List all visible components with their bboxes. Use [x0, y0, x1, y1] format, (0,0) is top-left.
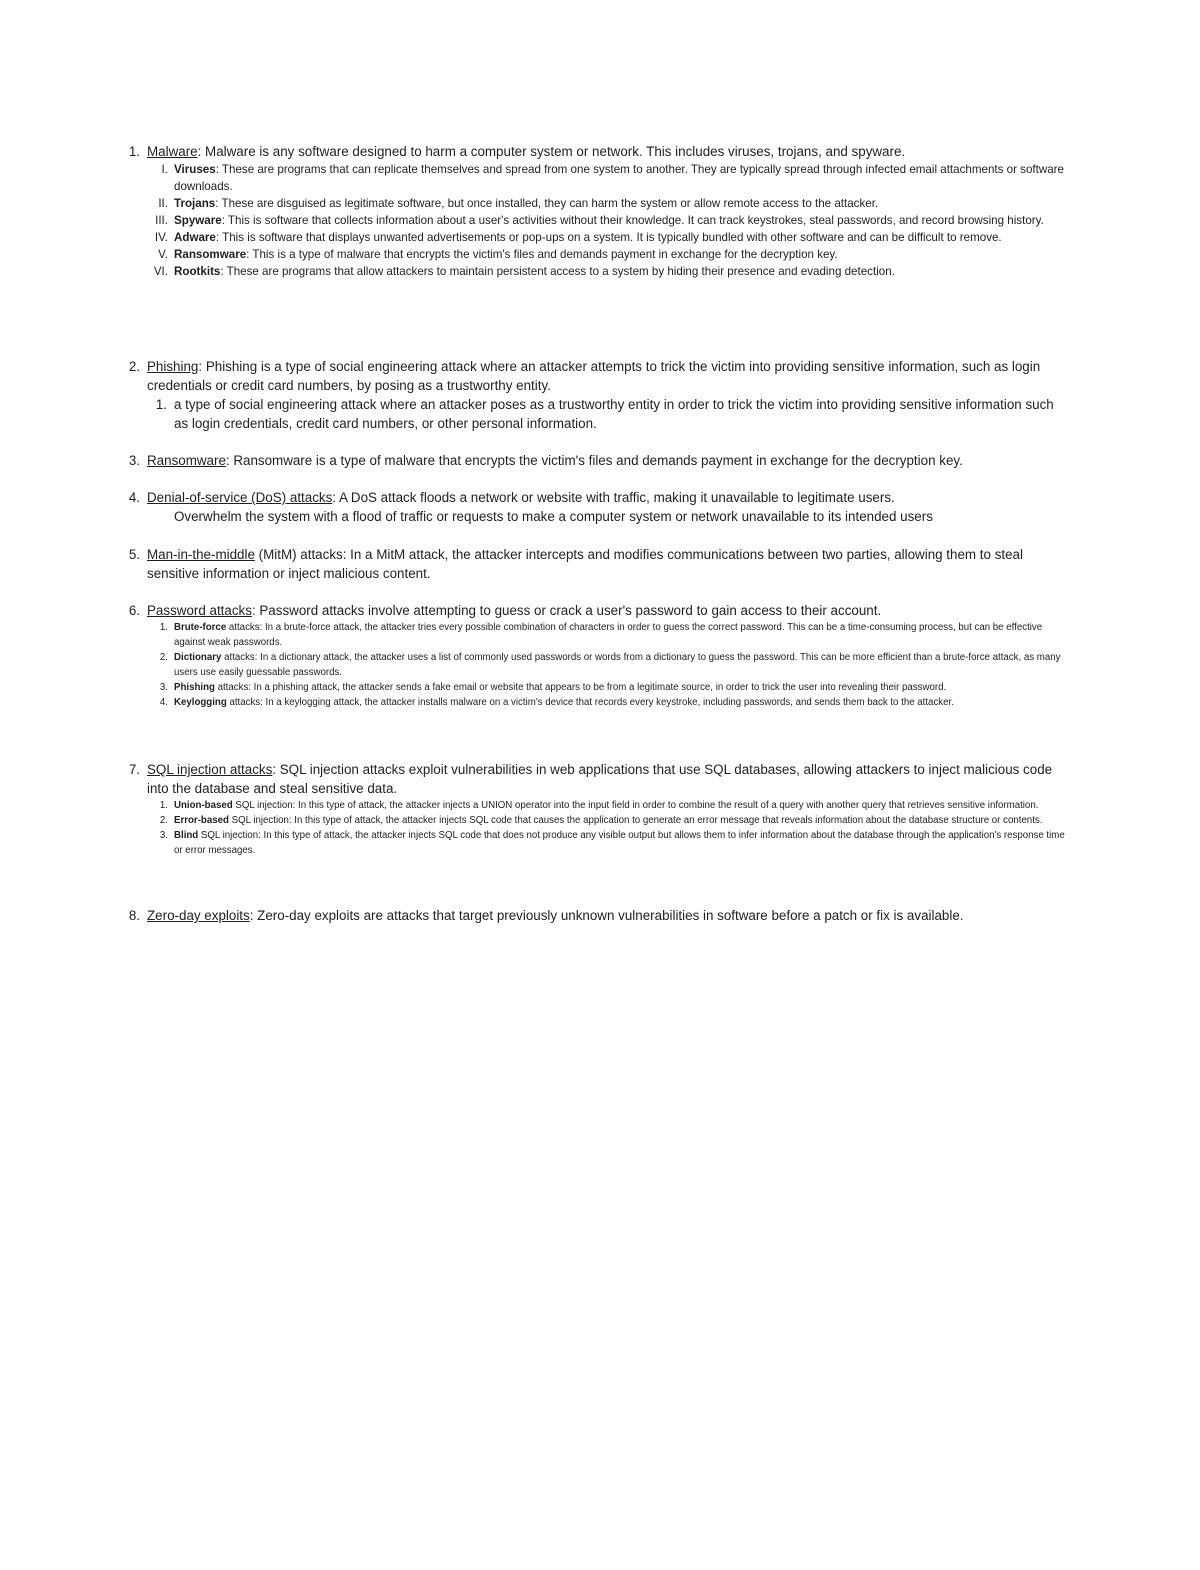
sub-item-number: VI. — [153, 265, 168, 278]
sub-item-number: I. — [161, 163, 168, 176]
item-heading — [120, 760, 1070, 798]
sub-item-text: : This is software that displays unwanted advertisements or pop-ups on a system. It is typically bundled with other software and can be difficult to remove. — [215, 231, 1002, 244]
sub-item-text: : These are disguised as legitimate software, but once installed, they can harm the system or allow remote access to the attacker. — [215, 197, 879, 210]
item-term: Man-in-the-middle — [147, 547, 255, 562]
sub-item-union-based — [120, 798, 1070, 813]
list-item-phishing — [120, 357, 1070, 433]
sub-item-term: Viruses — [174, 163, 216, 176]
sub-item-term: Rootkits — [174, 265, 221, 278]
sub-item-adware — [120, 229, 1070, 246]
list-item-ransomware — [120, 451, 1070, 470]
item-text: (MitM) attacks: In a MitM attack, the attacker intercepts and modifies communications between two parties, allowing them to steal sensitive information or inject malicious content. — [147, 547, 1023, 581]
item-text: : Malware is any software designed to harm a computer system or network. This includes viruses, trojans, and spyware. — [197, 144, 906, 159]
sub-item-text: : These are programs that allow attackers to maintain persistent access to a system by hiding their presence and evading detection. — [220, 265, 895, 278]
sub-item-term: Brute-force — [174, 622, 227, 633]
sub-item-term: Spyware — [174, 214, 222, 227]
item-number: 4. — [128, 490, 140, 505]
sub-item-text: SQL injection: In this type of attack, the attacker injects SQL code that causes the application to generate an error message that reveals information about the database structure or contents. — [228, 815, 1043, 826]
item-text: : Password attacks involve attempting to guess or crack a user's password to gain access to their account. — [251, 603, 882, 618]
sub-item-term: Trojans — [174, 197, 216, 210]
item-heading — [120, 451, 1070, 470]
sub-item-rootkits — [120, 263, 1070, 280]
sub-item-number: V. — [158, 248, 168, 261]
sub-item-number: 3. — [159, 682, 168, 693]
sub-item-text: : This is software that collects information about a user's activities without their knowledge. It can track keystrokes, steal passwords, and record browsing history. — [221, 214, 1044, 227]
item-heading — [120, 357, 1070, 395]
sub-item-text: attacks: In a brute-force attack, the attacker tries every possible combination of characters in order to guess the correct password. This can be a time-consuming process, but can be effective against weak passwords. — [174, 622, 1043, 648]
sub-item-number: 4. — [159, 697, 168, 708]
sub-item-number: II. — [158, 197, 168, 210]
item-number: 3. — [128, 453, 140, 468]
item-term: Phishing — [147, 359, 199, 374]
sub-item-text: SQL injection: In this type of attack, the attacker injects SQL code that does not produce any visible output but allows them to infer information about the database through the application's response time or error messages. — [174, 830, 1065, 856]
sub-item-term: Ransomware — [174, 248, 247, 261]
sub-item-spyware — [120, 212, 1070, 229]
list-item-password-attacks — [120, 601, 1070, 710]
list-item-malware — [120, 142, 1070, 280]
item-text: : Ransomware is a type of malware that encrypts the victim's files and demands payment in exchange for the decryption key. — [225, 453, 963, 468]
sub-item-number: 1. — [159, 622, 168, 633]
sub-item-term: Keylogging — [174, 697, 227, 708]
sub-item-error-based — [120, 813, 1070, 828]
item-term: SQL injection attacks — [147, 762, 273, 777]
sub-item-term: Error-based — [174, 815, 229, 826]
item-text: : SQL injection attacks exploit vulnerabilities in web applications that use SQL databases, allowing attackers to inject malicious code into the database and steal sensitive data. — [147, 762, 1053, 796]
sub-item-term: Phishing — [174, 682, 215, 693]
sub-item-term: Union-based — [174, 800, 233, 811]
list-item-dos — [120, 488, 1070, 527]
item-term: Ransomware — [147, 453, 226, 468]
sub-item-text: SQL injection: In this type of attack, the attacker injects a UNION operator into the input field in order to combine the result of a query with another query that retrieves sensitive information. — [232, 800, 1039, 811]
sub-item-number: 2. — [159, 652, 168, 663]
item-continuation: Overwhelm the system with a flood of traffic or requests to make a computer system or network unavailable to its intended users — [174, 509, 933, 524]
list-item-mitm — [120, 545, 1070, 583]
item-number: 1. — [128, 144, 140, 159]
item-number: 6. — [128, 603, 140, 618]
item-number: 7. — [128, 762, 140, 777]
item-heading — [120, 906, 1070, 925]
sub-item-number: 2. — [159, 815, 168, 826]
sub-item-term: Dictionary — [174, 652, 222, 663]
sub-item-text: attacks: In a phishing attack, the attacker sends a fake email or website that appears to be from a legitimate source, in order to trick the user into revealing their password. — [214, 682, 947, 693]
item-text: : Phishing is a type of social engineering attack where an attacker attempts to trick the victim into providing sensitive information, such as login credentials or credit card numbers, by posing as a trustworthy entity. — [147, 359, 1041, 393]
list-item-zero-day — [120, 906, 1070, 925]
item-heading — [120, 545, 1070, 583]
sub-item-text: attacks: In a dictionary attack, the attacker uses a list of commonly used passwords or words from a dictionary to guess the password. This can be more efficient than a brute-force attack, as many users use easily guessable passwords. — [174, 652, 1061, 678]
sub-item-term: Blind — [174, 830, 199, 841]
sub-item-number: 3. — [159, 830, 168, 841]
item-term: Denial-of-service (DoS) attacks — [147, 490, 333, 505]
sub-item-blind — [120, 828, 1070, 858]
sub-item-text: : This is a type of malware that encrypts the victim's files and demands payment in exchange for the decryption key. — [246, 248, 838, 261]
sub-item-dictionary — [120, 650, 1070, 680]
item-term: Zero-day exploits — [147, 908, 250, 923]
item-number: 8. — [128, 908, 140, 923]
list-item-sql-injection — [120, 760, 1070, 858]
item-text: : Zero-day exploits are attacks that target previously unknown vulnerabilities in software before a patch or fix is available. — [249, 908, 964, 923]
sub-item-term: Adware — [174, 231, 216, 244]
sub-item-text: : These are programs that can replicate themselves and spread from one system to another. They are typically spread through infected email attachments or software downloads. — [174, 163, 1064, 193]
item-number: 2. — [128, 359, 140, 374]
sub-item-number: 1. — [159, 800, 168, 811]
sub-item-viruses — [120, 161, 1070, 195]
item-heading — [120, 488, 1070, 507]
sub-item-brute-force — [120, 620, 1070, 650]
sub-item-phishing-definition — [120, 395, 1070, 433]
sub-item-text: a type of social engineering attack where an attacker poses as a trustworthy entity in order to trick the victim into providing sensitive information such as login credentials, credit card numbers, or other personal information. — [174, 397, 1054, 431]
sub-item-text: attacks: In a keylogging attack, the attacker installs malware on a victim's device that records every keystroke, including passwords, and sends them back to the attacker. — [226, 697, 954, 708]
item-term: Malware — [147, 144, 198, 159]
sub-item-number: 1. — [155, 397, 167, 412]
sub-item-keylogging — [120, 695, 1070, 710]
item-term: Password attacks — [147, 603, 252, 618]
sub-item-number: III. — [155, 214, 168, 227]
sub-item-phishing — [120, 680, 1070, 695]
sub-item-ransomware — [120, 246, 1070, 263]
item-heading — [120, 601, 1070, 620]
sub-item-number: IV. — [154, 231, 168, 244]
item-number: 5. — [128, 547, 140, 562]
item-heading — [120, 142, 1070, 161]
item-text: : A DoS attack floods a network or website with traffic, making it unavailable to legitimate users. — [332, 490, 895, 505]
sub-item-trojans — [120, 195, 1070, 212]
